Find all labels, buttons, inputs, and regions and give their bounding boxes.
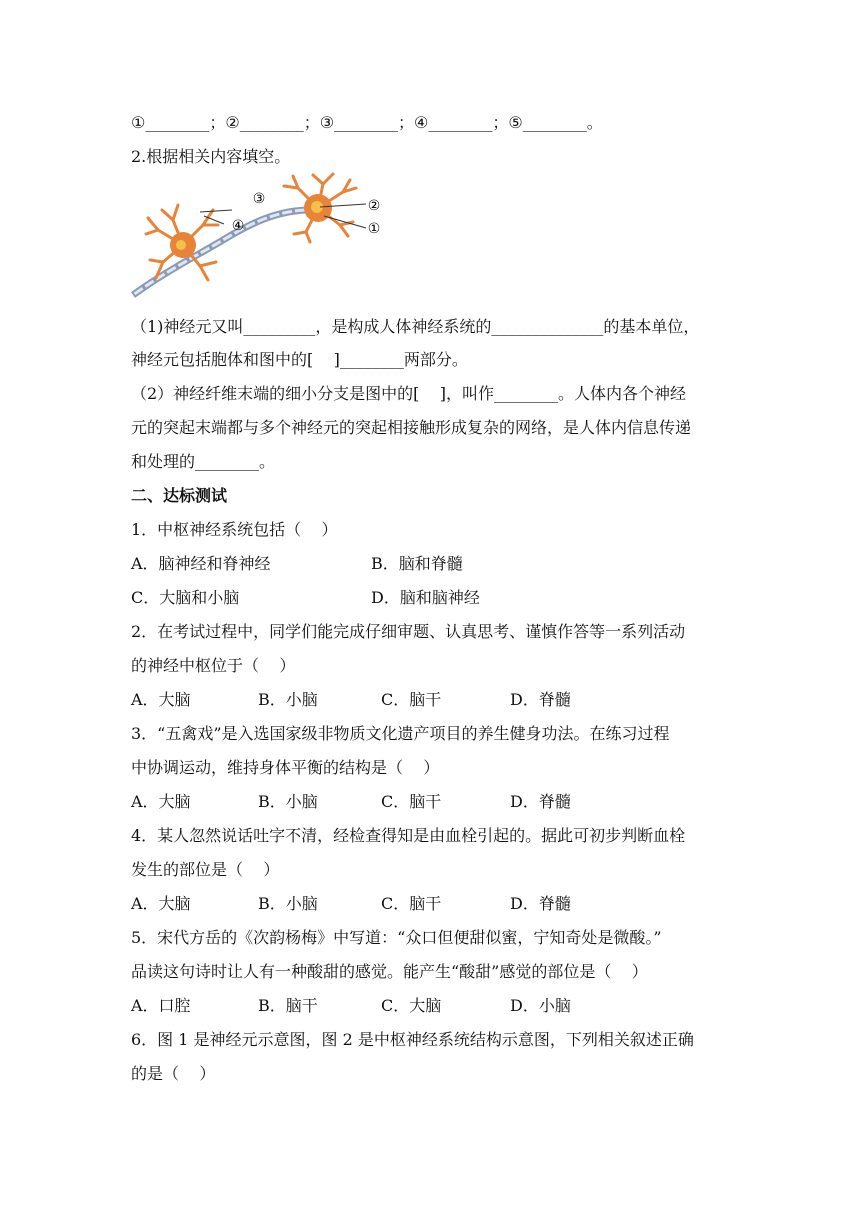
neuron-diagram	[128, 170, 388, 302]
q5-stem-line-2: 品读这句诗时让人有一种酸甜的感觉。能产生“酸甜”感觉的部位是（ ）	[131, 962, 648, 981]
q5-option-b: B．脑干	[258, 996, 318, 1015]
q3-option-a: A．大脑	[131, 792, 191, 811]
q2-option-b: B．小脑	[258, 690, 318, 709]
q2-stem-line-2: 的神经中枢位于（ ）	[131, 656, 296, 675]
label-3: ③	[252, 191, 266, 207]
q4-stem-line-2: 发生的部位是（ ）	[131, 860, 280, 879]
leader-line-3	[200, 210, 232, 212]
q3-option-c: C．脑干	[381, 792, 442, 811]
paragraph-2-line-3: 和处理的________。	[131, 452, 276, 471]
label-1: ①	[367, 221, 381, 237]
paragraph-1-line-1: （1)神经元又叫_________，是构成人体神经系统的______________的基本单位，	[131, 317, 700, 336]
q2-stem-line-1: 2．在考试过程中，同学们能完成仔细审题、认真思考、谨慎作答等一系列活动	[131, 622, 686, 641]
q2-option-c: C．脑干	[381, 690, 442, 709]
q5-stem-line-1: 5．宋代方岳的《次韵杨梅》中写道：“众口但便甜似蜜，宁知奇处是微酸。”	[131, 928, 662, 947]
q1-option-b: B．脑和脊髓	[371, 554, 463, 573]
q4-option-a: A．大脑	[131, 894, 191, 913]
section-title: 二、达标测试	[131, 486, 228, 505]
q1-option-a: A．脑神经和脊神经	[131, 554, 271, 573]
q4-option-d: D．脊髓	[510, 894, 571, 913]
q2-option-a: A．大脑	[131, 690, 191, 709]
q5-option-d: D．小脑	[510, 996, 571, 1015]
q3-stem-line-1: 3．“五禽戏”是入选国家级非物质文化遗产项目的养生健身功法。在练习过程	[131, 724, 670, 743]
axon-fiber	[133, 210, 318, 295]
q4-stem-line-1: 4．某人忽然说话吐字不清，经检查得知是由血栓引起的。据此可初步判断血栓	[131, 826, 686, 845]
label-4: ④	[231, 218, 245, 234]
paragraph-2-line-1: （2）神经纤维末端的细小分支是图中的[ ]，叫作________。人体内各个神经	[131, 384, 687, 403]
q3-option-b: B．小脑	[258, 792, 318, 811]
myelin-sheath	[133, 210, 318, 295]
paragraph-2-line-2: 元的突起末端都与多个神经元的突起相接触形成复杂的网络，是人体内信息传递	[131, 418, 692, 437]
q1-stem-line-1: 1．中枢神经系统包括（ ）	[131, 520, 338, 539]
q1-option-d: D．脑和脑神经	[371, 588, 480, 607]
q1-option-c: C．大脑和小脑	[131, 588, 240, 607]
paragraph-1-line-2: 神经元包括胞体和图中的[ ]________两部分。	[131, 350, 468, 369]
q3-stem-line-2: 中协调运动，维持身体平衡的结构是（ ）	[131, 758, 440, 777]
q4-option-c: C．脑干	[381, 894, 442, 913]
leader-line-1	[324, 216, 366, 228]
q4-option-b: B．小脑	[258, 894, 318, 913]
q2-option-d: D．脊髓	[510, 690, 571, 709]
q5-option-c: C．大脑	[381, 996, 442, 1015]
q6-stem-line-1: 6．图 1 是神经元示意图，图 2 是中枢神经系统结构示意图，下列相关叙述正确	[131, 1030, 694, 1049]
question-2-title: 2.根据相关内容填空。	[131, 147, 291, 166]
q3-option-d: D．脊髓	[510, 792, 571, 811]
label-2: ②	[367, 198, 381, 214]
q5-option-a: A．口腔	[131, 996, 191, 1015]
left-nucleus	[176, 240, 186, 250]
fill-blank-answer-line: ①________；②________；③________；④________；⑤________。	[131, 113, 603, 132]
q6-stem-line-2: 的是（ ）	[131, 1064, 216, 1083]
